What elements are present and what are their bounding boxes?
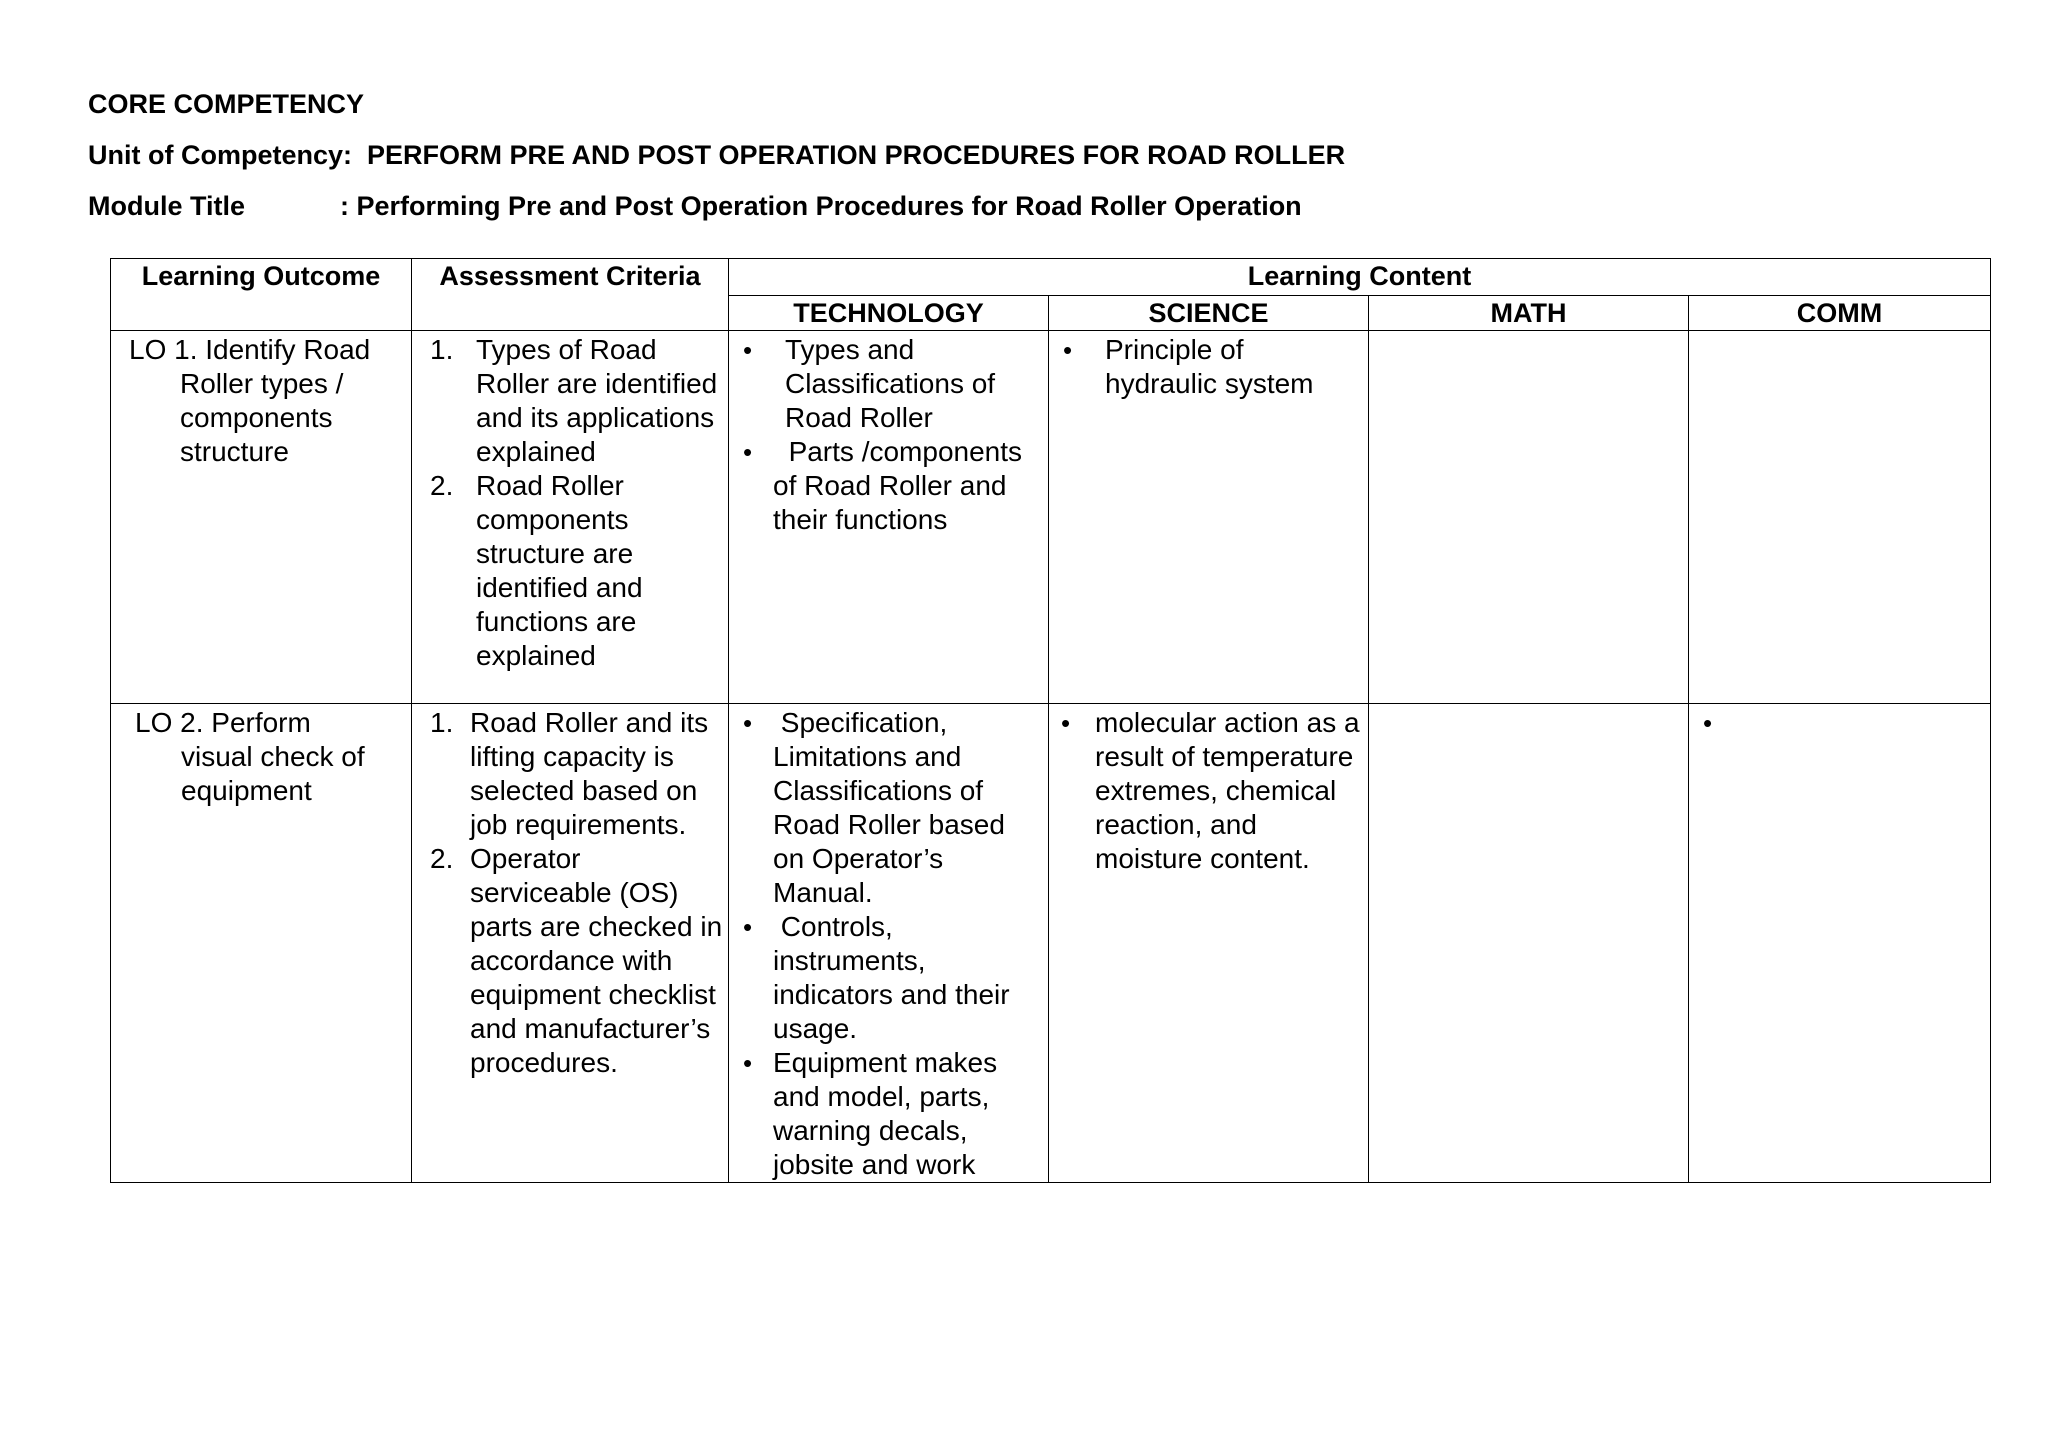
comm-cell bbox=[1689, 704, 1991, 1183]
criteria-item: 2. Operator serviceable (OS) parts are checked in accordance with equipment checklist and manufacturer’s procedures. bbox=[430, 843, 723, 1078]
bullet-icon: • bbox=[743, 912, 753, 942]
criteria-item: 2. Road Roller components structure are identified and functions are explained bbox=[430, 470, 643, 671]
table-row bbox=[111, 704, 1991, 1183]
technology-cell bbox=[729, 704, 1049, 1183]
unit-value: PERFORM PRE AND POST OPERATION PROCEDURES FOR ROAD ROLLER bbox=[367, 140, 1346, 170]
col-science: SCIENCE bbox=[1049, 296, 1369, 331]
table-row bbox=[111, 331, 1991, 704]
math-cell bbox=[1369, 704, 1689, 1183]
science-cell bbox=[1049, 331, 1369, 704]
criteria-item: 1. Types of Road Roller are identified and its applications explained bbox=[430, 334, 718, 467]
learning-outcome-cell bbox=[111, 704, 412, 1183]
bullet-icon: • bbox=[1061, 708, 1071, 738]
module-value: : Performing Pre and Post Operation Procedures for Road Roller Operation bbox=[340, 191, 1302, 221]
bullet-icon: • bbox=[1063, 335, 1073, 365]
list-item: • molecular action as a result of temperature extremes, chemical reaction, and moisture content. bbox=[1061, 707, 1360, 874]
list-item: • Principle of hydraulic system bbox=[1063, 334, 1314, 399]
table-header-row bbox=[111, 259, 1991, 296]
comm-cell bbox=[1689, 331, 1991, 704]
col-math: MATH bbox=[1369, 296, 1689, 331]
unit-label: Unit of Competency: bbox=[88, 140, 353, 170]
unit-of-competency-line bbox=[88, 140, 1345, 171]
criteria-item: 1. Road Roller and its lifting capacity is selected based on job requirements. bbox=[430, 707, 709, 840]
col-assessment-criteria: Assessment Criteria bbox=[412, 259, 729, 331]
lo-title: LO 2. Perform bbox=[135, 707, 311, 738]
col-learning-content: Learning Content bbox=[729, 259, 1991, 296]
list-item: • Types and Classifications of Road Roller bbox=[743, 334, 996, 433]
core-competency-heading: CORE COMPETENCY bbox=[88, 89, 365, 119]
bullet-icon: • bbox=[743, 335, 753, 365]
list-item: • Specification, Limitations and Classifications of Road Roller based on Operator’s Manual. bbox=[743, 707, 1005, 908]
bullet-icon: • bbox=[743, 1048, 753, 1078]
science-cell bbox=[1049, 704, 1369, 1183]
lo-title: LO 1. Identify Road bbox=[129, 334, 371, 365]
col-comm: COMM bbox=[1689, 296, 1991, 331]
col-learning-outcome: Learning Outcome bbox=[111, 259, 412, 331]
lo-title-rest: visual check of equipment bbox=[181, 741, 365, 806]
bullet-icon: • bbox=[743, 708, 753, 738]
module-title-line bbox=[88, 191, 1302, 222]
learning-outcome-table bbox=[110, 258, 1991, 1183]
assessment-criteria-cell bbox=[412, 704, 729, 1183]
list-item: • Parts /components of Road Roller and their functions bbox=[743, 436, 1023, 535]
module-label: Module Title bbox=[88, 191, 246, 221]
technology-cell bbox=[729, 331, 1049, 704]
learning-outcome-cell bbox=[111, 331, 412, 704]
list-item: • Equipment makes and model, parts, warning decals, jobsite and work bbox=[743, 1047, 998, 1180]
math-cell bbox=[1369, 331, 1689, 704]
bullet-icon: • bbox=[1703, 708, 1713, 738]
bullet-icon: • bbox=[743, 437, 753, 467]
assessment-criteria-cell bbox=[412, 331, 729, 704]
col-technology: TECHNOLOGY bbox=[729, 296, 1049, 331]
lo-title-rest: Roller types / components structure bbox=[180, 368, 344, 467]
list-item: • Controls, instruments, indicators and their usage. bbox=[743, 911, 1010, 1044]
